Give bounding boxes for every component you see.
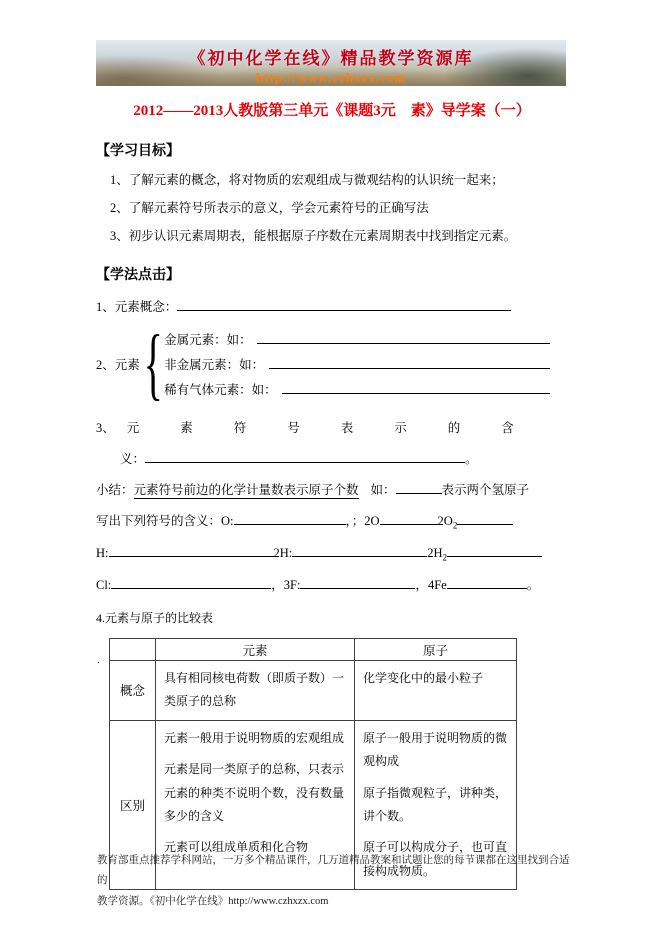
row-label-difference: 区别 (110, 720, 156, 889)
q2-row-metal (164, 330, 550, 348)
answer-blank (292, 544, 427, 557)
q3-line-1 (96, 418, 568, 436)
symbol-2h2-subscript: 2 (442, 552, 448, 562)
q3-line-2 (120, 449, 568, 467)
symbol-2h2 (427, 546, 447, 560)
symbol-2o2 (437, 514, 458, 531)
banner-brand-text: 《初中化学在线》精品教学资源库 (188, 49, 474, 68)
banner-url-link[interactable]: http://www.czhxzx.com (255, 70, 407, 85)
stray-dot: . (97, 654, 100, 666)
symbol-4fe: ，4Fe (415, 578, 447, 592)
answer-blank (234, 512, 346, 525)
footer-line-1: 教育部重点推荐学科网站，一万多个精品课件，几万道精品教案和试题让您的每节课都在这里找到合适的 (97, 855, 570, 887)
nonmetal-element-label: 非金属元素：如： (164, 358, 265, 372)
answer-blank (300, 576, 415, 589)
concept-element-cell: 具有相同核电荷数（即质子数）一类原子的总称 (156, 661, 355, 721)
footer-line-2-text: 教学资源。《初中化学在线》 (97, 895, 229, 907)
answer-blank (457, 512, 513, 525)
summary-label: 小结： (96, 483, 134, 497)
q2-group (96, 320, 568, 408)
write-label: 写出下列符号的含义：O: (96, 514, 234, 528)
table-row-concept (110, 661, 517, 721)
symbol-3f: ，3F: (271, 578, 301, 592)
document-content (96, 0, 568, 890)
site-banner (96, 40, 566, 86)
concept-atom-cell: 化学变化中的最小粒子 (355, 661, 517, 721)
difference-element-point: 元素一般用于说明物质的宏观组成 (164, 730, 345, 745)
answer-blank (447, 576, 527, 589)
q1-label: 1、元素概念： (96, 300, 178, 314)
summary-underlined-text: 元素符号前边的化学计量数表示原子个数 (133, 483, 359, 497)
goal-item: 2、了解元素符号所表示的意义，学会元素符号的正确写法 (110, 201, 429, 215)
answer-blank (177, 298, 511, 311)
row-label-concept: 概念 (110, 661, 156, 721)
table-header-row (110, 639, 517, 661)
cl-symbols-line (96, 575, 568, 593)
difference-element-point: 元素是同一类原子的总称，只表示元素的种类不说明个数，没有数量多少的含义 (164, 762, 345, 823)
difference-atom-point: 原子一般用于说明物质的微观构成 (363, 730, 508, 769)
q2-items (164, 323, 550, 405)
symbol-h: H: (96, 545, 109, 560)
summary-line (96, 480, 568, 498)
footer-line-2 (97, 892, 575, 912)
q3-period: 。 (465, 452, 478, 466)
write-symbols-line (96, 511, 568, 531)
footer-url-link[interactable]: http://www.czhxzx.com (228, 895, 329, 907)
page-title: 2012——2013人教版第三单元《课题3元 素》导学案（一） (133, 103, 531, 119)
q3-continuation: 义： (120, 452, 146, 466)
h-symbols-line (96, 544, 568, 563)
header-cell-atom: 原子 (355, 639, 517, 661)
answer-blank (396, 481, 442, 494)
symbol-2h: 2H: (273, 545, 293, 560)
answer-blank (282, 381, 550, 394)
header-cell-empty (110, 639, 156, 661)
difference-atom-point: 原子可以构成分子，也可直接构成物质。 (363, 840, 508, 878)
q3-number: 3、 (96, 421, 115, 435)
goal-item: 3、初步认识元素周期表，能根据原子序数在元素周期表中找到指定元素。 (110, 229, 517, 243)
symbol-2h2-base: 2H (427, 545, 443, 560)
answer-blank (111, 576, 271, 589)
table-caption: 4.元素与原子的比较表 (96, 611, 214, 625)
summary-tail-text: 表示两个氢原子 (441, 483, 530, 497)
symbol-2o2-base: 2O (437, 514, 453, 528)
symbol-2o2-subscript: 2 (452, 520, 458, 531)
difference-atom-point: 原子指微观粒子，讲种类，讲个数。 (363, 785, 508, 823)
q1-line (96, 297, 568, 315)
answer-blank (380, 512, 438, 525)
goals-header: 【学习目标】 (96, 144, 180, 159)
q2-row-nonmetal (164, 355, 550, 373)
symbol-cl: Cl: (96, 578, 112, 592)
header-cell-element: 元素 (156, 639, 355, 661)
answer-blank (257, 331, 550, 344)
answer-blank (447, 544, 542, 557)
goal-item: 1、了解元素的概念，将对物质的宏观组成与微观结构的认识统一起来； (110, 173, 504, 187)
answer-blank (269, 356, 550, 369)
noble-gas-element-label: 稀有气体元素：如： (164, 383, 277, 397)
metal-element-label: 金属元素：如： (164, 333, 252, 347)
page-footer (97, 851, 575, 912)
symbol-2o: ，；2O (345, 514, 380, 528)
q3-spread-text: 元素符号表示的含 (126, 421, 555, 435)
cl-line-period: 。 (526, 578, 540, 592)
q2-label: 2、元素 (96, 358, 140, 372)
methods-header: 【学法点击】 (96, 268, 180, 283)
answer-blank (109, 544, 274, 557)
difference-element-point: 元素可以组成单质和化合物 (164, 840, 309, 855)
answer-blank (145, 450, 465, 463)
q2-row-noble-gas (164, 380, 550, 398)
brace-glyph: { (143, 320, 163, 408)
summary-ruhe-label: 如： (370, 483, 396, 497)
